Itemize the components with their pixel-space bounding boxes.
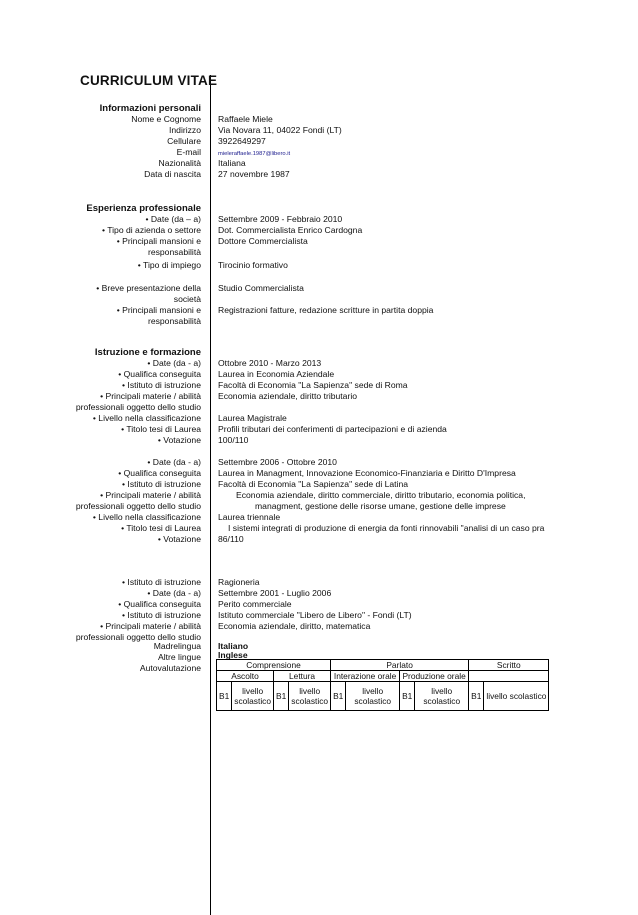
label-other-languages: Altre lingue [158, 652, 201, 662]
value-exp-duties2: Registrazioni fatture, redazione scritture in partita doppia [218, 305, 434, 315]
desc-produzione: livello scolastico [415, 682, 469, 711]
level-scritto: B1 [469, 682, 484, 711]
label-edu2-grade: • Votazione [157, 534, 201, 544]
label-edu3-inst2: • Istituto di istruzione [122, 610, 201, 620]
label-edu3-inst: • Istituto di istruzione [122, 577, 201, 587]
label-edu1-subj: • Principali materie / abilità [100, 391, 201, 401]
value-edu1-qual: Laurea in Economia Aziendale [218, 369, 335, 379]
value-edu2-qual: Laurea in Managment, Innovazione Economico-Finanziaria e Diritto D'Impresa [218, 468, 516, 478]
value-edu3-inst2: Istituto commerciale "Libero de Libero" - Fondi (LT) [218, 610, 412, 620]
label-exp-company: • Tipo di azienda o settore [101, 225, 201, 235]
value-birthdate: 27 novembre 1987 [218, 169, 290, 179]
label-self-assessment: Autovalutazione [139, 663, 201, 673]
value-edu1-inst: Facoltà di Economia "La Sapienza" sede di Roma [218, 380, 408, 390]
label-edu1-date: • Date (da - a) [147, 358, 201, 368]
value-exp-jobtype: Tirocinio formativo [218, 260, 288, 270]
value-edu2-subj: Economia aziendale, diritto commerciale, diritto tributario, economia politica, [236, 490, 526, 500]
value-exp-duties: Dottore Commercialista [218, 236, 308, 246]
value-edu3-qual: Perito commerciale [218, 599, 292, 609]
label-exp-duties: • Principali mansioni e [116, 236, 201, 246]
label-edu3-qual: • Qualifica conseguita [118, 599, 201, 609]
vertical-separator [210, 75, 211, 915]
label-edu1-subj-cont: professionali oggetto dello studio [75, 402, 201, 412]
label-edu2-level: • Livello nella classificazione [92, 512, 201, 522]
desc-lettura: livello scolastico [289, 682, 331, 711]
label-email: E-mail [176, 147, 201, 157]
th-produzione: Produzione orale [400, 671, 469, 682]
value-other-languages: Inglese [218, 650, 248, 660]
th-parlato: Parlato [331, 660, 469, 671]
desc-scritto: livello scolastico [484, 682, 549, 711]
value-edu3-subj: Economia aziendale, diritto, matematica [218, 621, 371, 631]
value-edu3-inst: Ragioneria [218, 577, 260, 587]
value-nationality: Italiana [218, 158, 246, 168]
label-edu2-date: • Date (da - a) [147, 457, 201, 467]
label-exp-duties2: • Principali mansioni e [116, 305, 201, 315]
label-edu3-date: • Date (da - a) [147, 588, 201, 598]
section-experience-heading: Esperienza professionale [86, 203, 201, 214]
label-mother-tongue: Madrelingua [153, 641, 201, 651]
language-assessment-table [216, 659, 549, 711]
th-scritto: Scritto [469, 660, 549, 671]
value-name: Raffaele Miele [218, 114, 273, 124]
label-nationality: Nazionalità [158, 158, 201, 168]
value-edu2-subj-cont: managment, gestione delle risorse umane, gestione delle imprese [255, 501, 506, 511]
label-edu1-inst: • Istituto di istruzione [122, 380, 201, 390]
label-exp-date: • Date (da – a) [145, 214, 201, 224]
level-lettura: B1 [274, 682, 289, 711]
label-address: Indirizzo [169, 125, 201, 135]
th-lettura: Lettura [274, 671, 331, 682]
label-edu2-subj-cont: professionali oggetto dello studio [75, 501, 201, 511]
label-edu1-thesis: • Titolo tesi di Laurea [121, 424, 201, 434]
level-produzione: B1 [400, 682, 415, 711]
level-interazione: B1 [331, 682, 346, 711]
label-edu3-subj: • Principali materie / abilità [100, 621, 201, 631]
value-edu2-thesis: I sistemi integrati di produzione di energia da fonti rinnovabili "analisi di un caso pra [228, 523, 545, 533]
label-edu3-subj-cont: professionali oggetto dello studio [75, 632, 201, 642]
th-interazione: Interazione orale [331, 671, 400, 682]
label-exp-duties-cont: responsabilità [147, 247, 201, 257]
section-education-heading: Istruzione e formazione [94, 347, 201, 358]
desc-ascolto: livello scolastico [232, 682, 274, 711]
label-edu2-qual: • Qualifica conseguita [118, 468, 201, 478]
label-name: Nome e Cognome [131, 114, 201, 124]
label-edu1-level: • Livello nella classificazione [92, 413, 201, 423]
value-address: Via Novara 11, 04022 Fondi (LT) [218, 125, 342, 135]
value-edu2-inst: Facoltà di Economia "La Sapienza" sede di Latina [218, 479, 409, 489]
label-exp-company-desc: • Breve presentazione della [96, 283, 201, 293]
label-edu1-grade: • Votazione [157, 435, 201, 445]
value-edu2-grade: 86/110 [218, 534, 244, 544]
value-edu2-date: Settembre 2006 - Ottobre 2010 [218, 457, 337, 467]
th-scritto-sub [469, 671, 549, 682]
label-exp-duties2-cont: responsabilità [147, 316, 201, 326]
label-birthdate: Data di nascita [144, 169, 201, 179]
label-edu2-subj: • Principali materie / abilità [100, 490, 201, 500]
value-edu1-subj: Economia aziendale, diritto tributario [218, 391, 358, 401]
value-exp-date: Settembre 2009 - Febbraio 2010 [218, 214, 343, 224]
value-edu1-grade: 100/110 [218, 435, 249, 445]
th-comprensione: Comprensione [217, 660, 331, 671]
value-exp-company: Dot. Commercialista Enrico Cardogna [218, 225, 363, 235]
label-edu1-qual: • Qualifica conseguita [118, 369, 201, 379]
th-ascolto: Ascolto [217, 671, 274, 682]
label-phone: Cellulare [167, 136, 201, 146]
value-phone: 3922649297 [218, 136, 266, 146]
label-edu2-inst: • Istituto di istruzione [122, 479, 201, 489]
label-exp-company-desc-cont: società [173, 294, 201, 304]
value-exp-company-desc: Studio Commercialista [218, 283, 304, 293]
section-personal-heading: Informazioni personali [99, 103, 201, 114]
value-email-link[interactable]: mieleraffaele.1987@libero.it [218, 151, 291, 157]
page-title: CURRICULUM VITAE [80, 73, 218, 88]
value-edu1-thesis: Profili tributari dei conferimenti di partecipazioni e di azienda [218, 424, 447, 434]
desc-interazione: livello scolastico [346, 682, 400, 711]
label-edu2-thesis: • Titolo tesi di Laurea [121, 523, 201, 533]
value-edu1-level: Laurea Magistrale [218, 413, 287, 423]
value-edu3-date: Settembre 2001 - Luglio 2006 [218, 588, 332, 598]
level-ascolto: B1 [217, 682, 232, 711]
label-exp-jobtype: • Tipo di impiego [137, 260, 201, 270]
value-mother-tongue: Italiano [218, 641, 249, 651]
value-edu1-date: Ottobre 2010 - Marzo 2013 [218, 358, 322, 368]
value-edu2-level: Laurea triennale [218, 512, 281, 522]
